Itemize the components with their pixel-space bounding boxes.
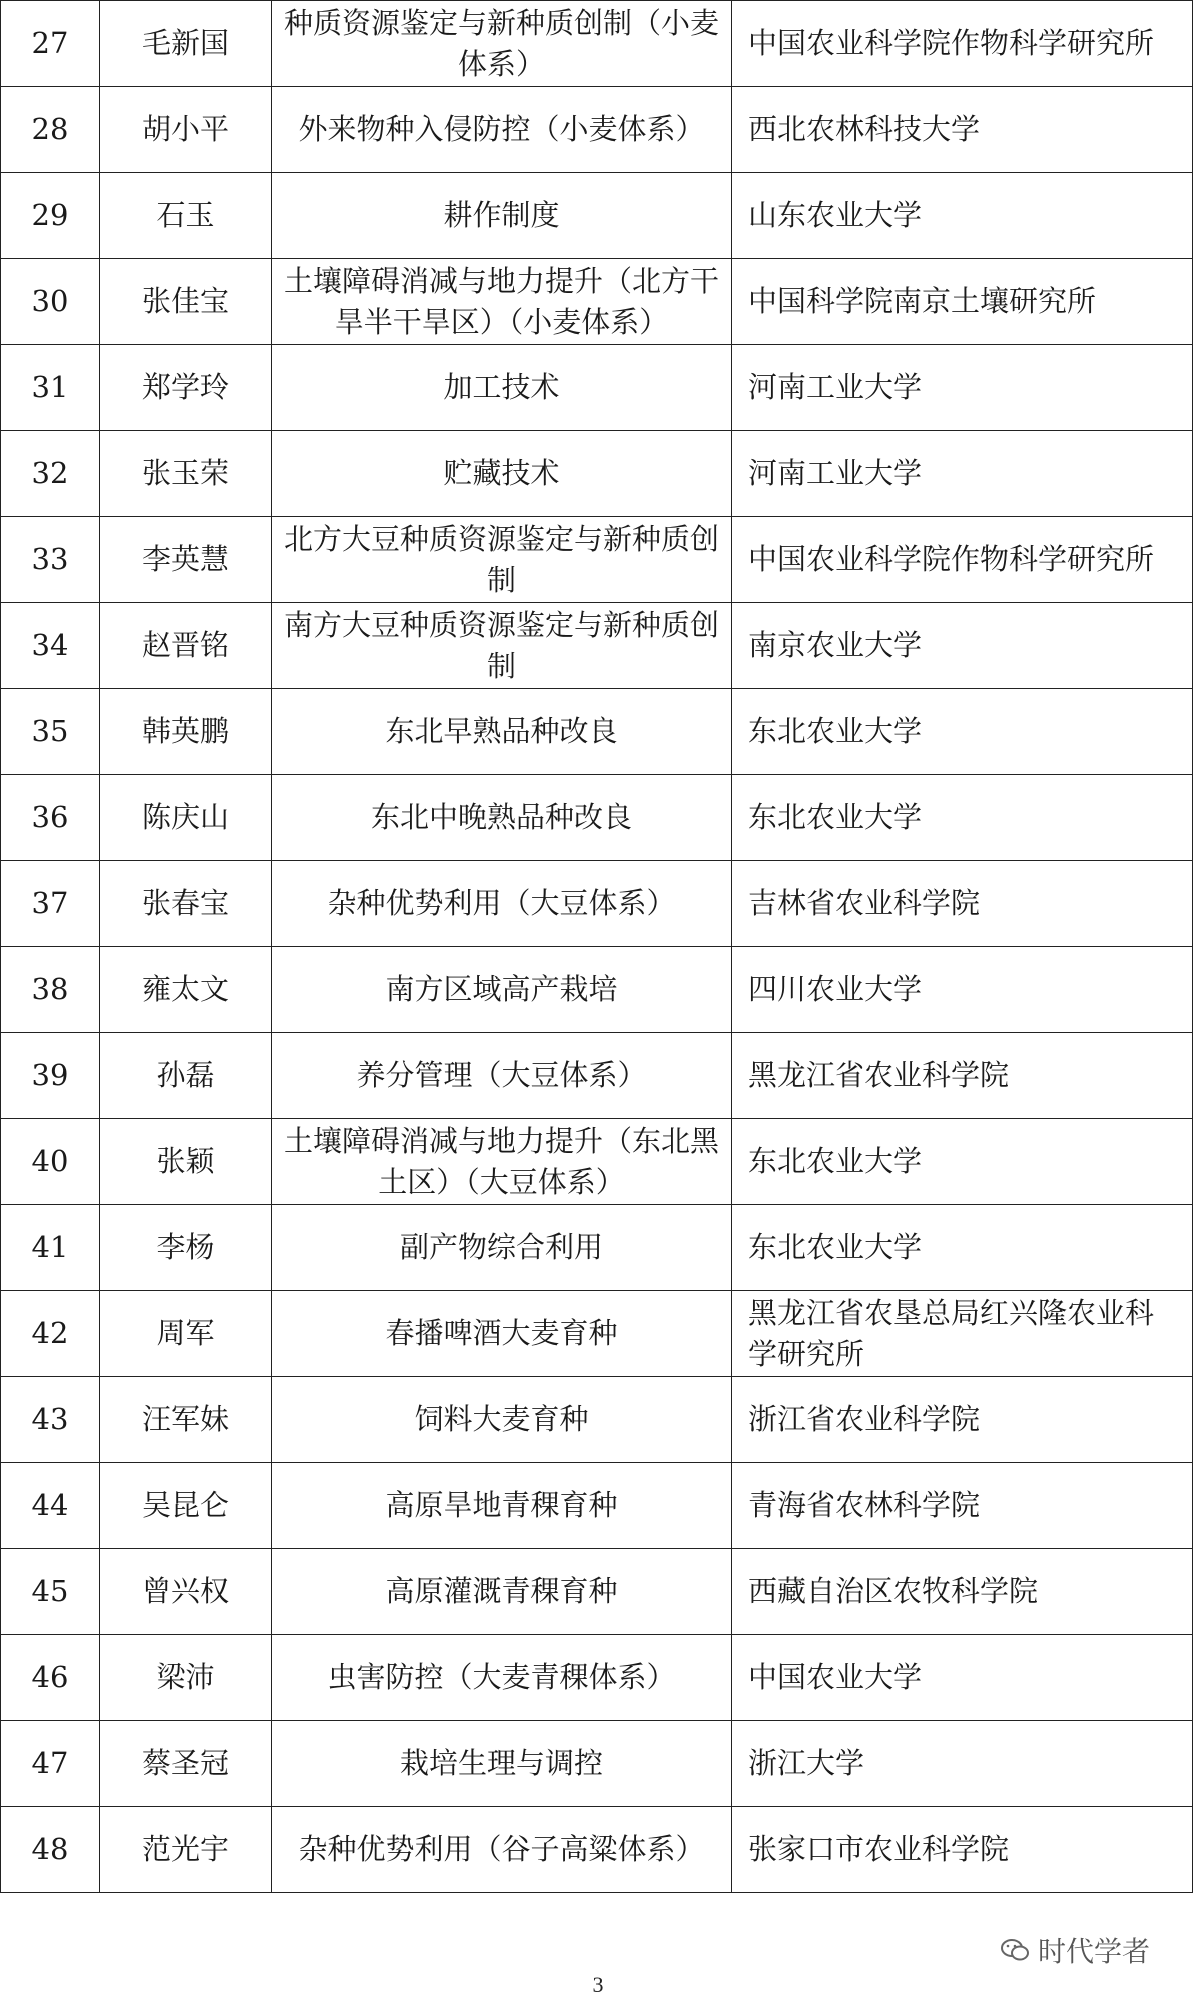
cell-topic: 种质资源鉴定与新种质创制（小麦体系） bbox=[272, 1, 732, 87]
cell-unit: 东北农业大学 bbox=[732, 1205, 1193, 1291]
cell-name: 韩英鹏 bbox=[100, 689, 272, 775]
cell-name: 陈庆山 bbox=[100, 775, 272, 861]
cell-unit: 黑龙江省农业科学院 bbox=[732, 1033, 1193, 1119]
cell-unit: 河南工业大学 bbox=[732, 345, 1193, 431]
cell-name: 蔡圣冠 bbox=[100, 1721, 272, 1807]
cell-number: 28 bbox=[1, 87, 100, 173]
cell-unit: 中国科学院南京土壤研究所 bbox=[732, 259, 1193, 345]
cell-topic: 东北早熟品种改良 bbox=[272, 689, 732, 775]
cell-unit: 中国农业大学 bbox=[732, 1635, 1193, 1721]
cell-number: 43 bbox=[1, 1377, 100, 1463]
cell-unit: 浙江大学 bbox=[732, 1721, 1193, 1807]
cell-name: 张佳宝 bbox=[100, 259, 272, 345]
cell-topic: 土壤障碍消减与地力提升（东北黑土区）（大豆体系） bbox=[272, 1119, 732, 1205]
table-row bbox=[1, 1635, 1193, 1721]
cell-unit: 四川农业大学 bbox=[732, 947, 1193, 1033]
cell-number: 47 bbox=[1, 1721, 100, 1807]
cell-unit: 河南工业大学 bbox=[732, 431, 1193, 517]
cell-topic: 副产物综合利用 bbox=[272, 1205, 732, 1291]
cell-number: 42 bbox=[1, 1291, 100, 1377]
cell-name: 范光宇 bbox=[100, 1807, 272, 1893]
table-body bbox=[1, 1, 1193, 1893]
cell-unit: 东北农业大学 bbox=[732, 689, 1193, 775]
cell-unit: 张家口市农业科学院 bbox=[732, 1807, 1193, 1893]
cell-name: 梁沛 bbox=[100, 1635, 272, 1721]
table-row bbox=[1, 1, 1193, 87]
cell-topic: 耕作制度 bbox=[272, 173, 732, 259]
cell-name: 汪军妹 bbox=[100, 1377, 272, 1463]
cell-unit: 黑龙江省农垦总局红兴隆农业科学研究所 bbox=[732, 1291, 1193, 1377]
cell-unit: 中国农业科学院作物科学研究所 bbox=[732, 1, 1193, 87]
cell-name: 石玉 bbox=[100, 173, 272, 259]
table-row bbox=[1, 517, 1193, 603]
cell-number: 41 bbox=[1, 1205, 100, 1291]
cell-number: 29 bbox=[1, 173, 100, 259]
table-row bbox=[1, 1721, 1193, 1807]
table-row bbox=[1, 87, 1193, 173]
cell-topic: 杂种优势利用（谷子高粱体系） bbox=[272, 1807, 732, 1893]
cell-topic: 栽培生理与调控 bbox=[272, 1721, 732, 1807]
table-row bbox=[1, 431, 1193, 517]
cell-number: 37 bbox=[1, 861, 100, 947]
watermark bbox=[1000, 1930, 1150, 1970]
cell-topic: 春播啤酒大麦育种 bbox=[272, 1291, 732, 1377]
cell-number: 48 bbox=[1, 1807, 100, 1893]
cell-number: 36 bbox=[1, 775, 100, 861]
cell-name: 赵晋铭 bbox=[100, 603, 272, 689]
table-row bbox=[1, 603, 1193, 689]
table-row bbox=[1, 1205, 1193, 1291]
page-number: 3 bbox=[592, 1972, 604, 1997]
cell-topic: 南方区域高产栽培 bbox=[272, 947, 732, 1033]
cell-topic: 高原灌溉青稞育种 bbox=[272, 1549, 732, 1635]
table-row bbox=[1, 689, 1193, 775]
cell-topic: 土壤障碍消减与地力提升（北方干旱半干旱区）（小麦体系） bbox=[272, 259, 732, 345]
cell-topic: 高原旱地青稞育种 bbox=[272, 1463, 732, 1549]
cell-number: 38 bbox=[1, 947, 100, 1033]
table-row bbox=[1, 1549, 1193, 1635]
table-row bbox=[1, 1119, 1193, 1205]
cell-number: 30 bbox=[1, 259, 100, 345]
table-row bbox=[1, 947, 1193, 1033]
cell-name: 胡小平 bbox=[100, 87, 272, 173]
cell-topic: 贮藏技术 bbox=[272, 431, 732, 517]
table-row bbox=[1, 861, 1193, 947]
cell-unit: 青海省农林科学院 bbox=[732, 1463, 1193, 1549]
cell-topic: 虫害防控（大麦青稞体系） bbox=[272, 1635, 732, 1721]
table-row bbox=[1, 345, 1193, 431]
cell-topic: 南方大豆种质资源鉴定与新种质创制 bbox=[272, 603, 732, 689]
table-row bbox=[1, 775, 1193, 861]
cell-number: 27 bbox=[1, 1, 100, 87]
table-row bbox=[1, 173, 1193, 259]
table-row bbox=[1, 1807, 1193, 1893]
cell-name: 李杨 bbox=[100, 1205, 272, 1291]
cell-number: 39 bbox=[1, 1033, 100, 1119]
cell-unit: 南京农业大学 bbox=[732, 603, 1193, 689]
cell-name: 郑学玲 bbox=[100, 345, 272, 431]
cell-name: 张颖 bbox=[100, 1119, 272, 1205]
cell-name: 孙磊 bbox=[100, 1033, 272, 1119]
cell-topic: 杂种优势利用（大豆体系） bbox=[272, 861, 732, 947]
cell-unit: 东北农业大学 bbox=[732, 775, 1193, 861]
cell-topic: 加工技术 bbox=[272, 345, 732, 431]
cell-number: 40 bbox=[1, 1119, 100, 1205]
cell-name: 张玉荣 bbox=[100, 431, 272, 517]
cell-number: 35 bbox=[1, 689, 100, 775]
cell-topic: 东北中晚熟品种改良 bbox=[272, 775, 732, 861]
wechat-icon bbox=[1000, 1937, 1030, 1963]
cell-unit: 东北农业大学 bbox=[732, 1119, 1193, 1205]
cell-unit: 山东农业大学 bbox=[732, 173, 1193, 259]
watermark-text: 时代学者 bbox=[1038, 1935, 1151, 1968]
cell-topic: 养分管理（大豆体系） bbox=[272, 1033, 732, 1119]
table-row bbox=[1, 1377, 1193, 1463]
cell-unit: 西藏自治区农牧科学院 bbox=[732, 1549, 1193, 1635]
table-row bbox=[1, 1463, 1193, 1549]
cell-name: 周军 bbox=[100, 1291, 272, 1377]
table-row bbox=[1, 259, 1193, 345]
cell-number: 44 bbox=[1, 1463, 100, 1549]
cell-name: 吴昆仑 bbox=[100, 1463, 272, 1549]
cell-unit: 中国农业科学院作物科学研究所 bbox=[732, 517, 1193, 603]
cell-topic: 外来物种入侵防控（小麦体系） bbox=[272, 87, 732, 173]
cell-number: 45 bbox=[1, 1549, 100, 1635]
cell-name: 毛新国 bbox=[100, 1, 272, 87]
cell-name: 张春宝 bbox=[100, 861, 272, 947]
cell-number: 34 bbox=[1, 603, 100, 689]
cell-unit: 西北农林科技大学 bbox=[732, 87, 1193, 173]
cell-topic: 北方大豆种质资源鉴定与新种质创制 bbox=[272, 517, 732, 603]
cell-number: 31 bbox=[1, 345, 100, 431]
cell-number: 32 bbox=[1, 431, 100, 517]
cell-number: 46 bbox=[1, 1635, 100, 1721]
cell-name: 曾兴权 bbox=[100, 1549, 272, 1635]
cell-number: 33 bbox=[1, 517, 100, 603]
table-row bbox=[1, 1291, 1193, 1377]
cell-unit: 吉林省农业科学院 bbox=[732, 861, 1193, 947]
cell-unit: 浙江省农业科学院 bbox=[732, 1377, 1193, 1463]
table-row bbox=[1, 1033, 1193, 1119]
cell-name: 李英慧 bbox=[100, 517, 272, 603]
cell-name: 雍太文 bbox=[100, 947, 272, 1033]
cell-topic: 饲料大麦育种 bbox=[272, 1377, 732, 1463]
